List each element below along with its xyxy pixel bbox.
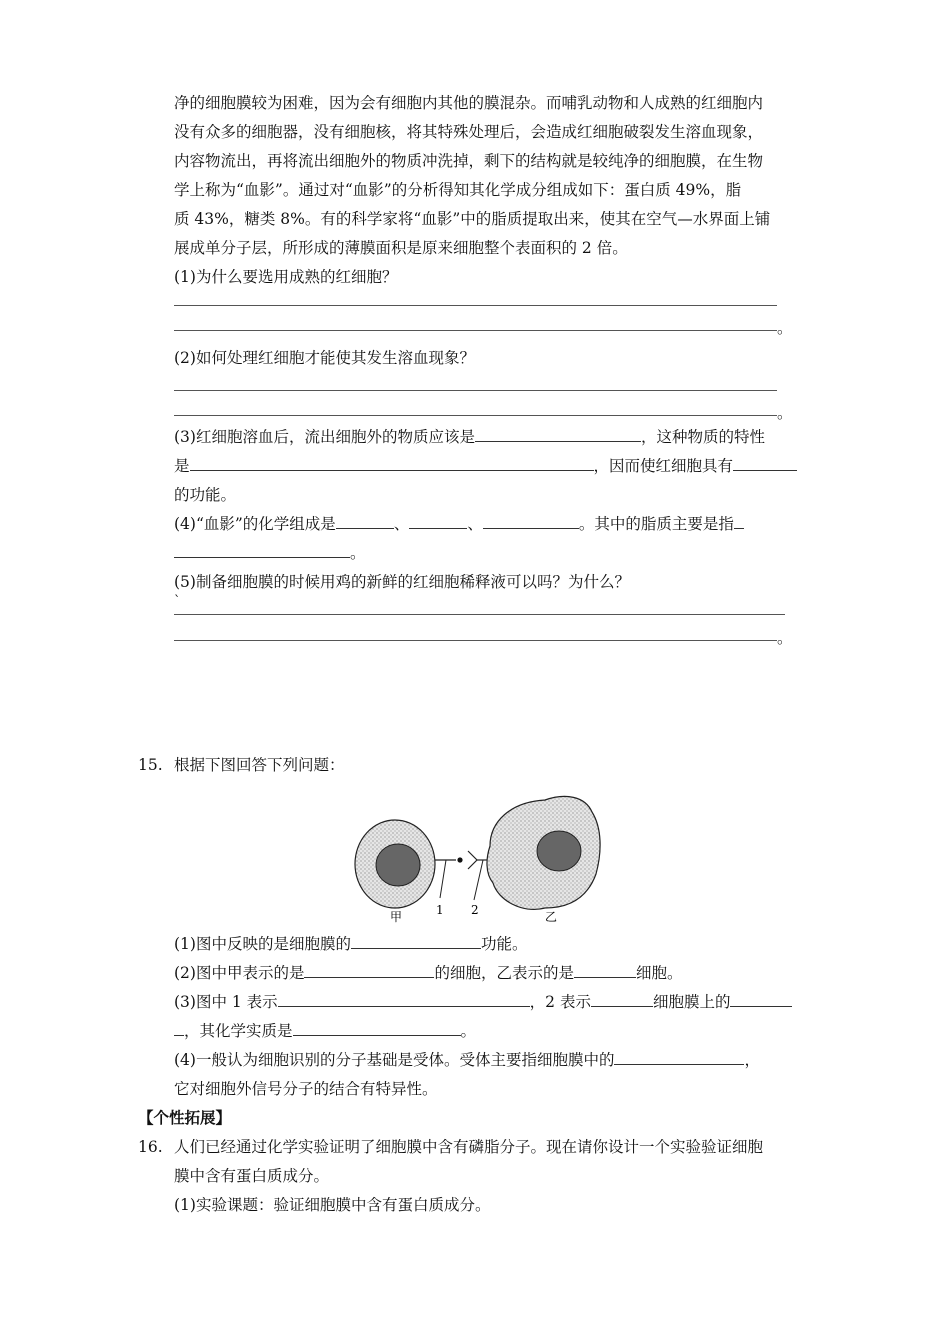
q14-part-1: (1)为什么要选用成熟的红细胞？ xyxy=(174,268,398,286)
answer-blank[interactable] xyxy=(174,1021,184,1036)
q14-part-3-text-d: ，因而使红细胞具有 xyxy=(593,457,734,475)
q14-part-3-line-2 xyxy=(174,456,797,476)
q14-part-3-line-3: 的功能。 xyxy=(174,486,237,504)
q16-line-1: 人们已经通过化学实验证明了细胞膜中含有磷脂分子。现在请你设计一个实验验证细胞 xyxy=(174,1138,764,1156)
q15-part-3-text-a: (3)图中 1 表示 xyxy=(174,993,278,1011)
q15-prompt: 根据下图回答下列问题： xyxy=(174,756,345,774)
receptor-symbol xyxy=(468,851,477,869)
passage-line-3: 内容物流出，再将流出细胞外的物质冲洗掉，剩下的结构就是较纯净的细胞膜，在生物 xyxy=(174,152,764,170)
q15-part-2-text-a: (2)图中甲表示的是 xyxy=(174,964,305,982)
q15-part-4-text-a: (4)一般认为细胞识别的分子基础是受体。受体主要指细胞膜中的 xyxy=(174,1051,615,1069)
answer-blank[interactable] xyxy=(304,963,434,978)
q14-part-4-text-b: 。其中的脂质主要是指 xyxy=(578,515,734,533)
separator: 、 xyxy=(467,515,483,533)
answer-blank[interactable] xyxy=(483,514,579,529)
answer-line xyxy=(174,390,777,391)
period: 。 xyxy=(777,404,793,422)
period: 。 xyxy=(777,319,793,337)
answer-blank[interactable] xyxy=(293,1021,461,1036)
label-jia: 甲 xyxy=(390,910,403,924)
q16-line-2: 膜中含有蛋白质成分。 xyxy=(174,1167,330,1185)
q15-part-3-text-c: 细胞膜上的 xyxy=(652,993,731,1011)
q14-part-4-line-2 xyxy=(174,543,366,563)
cell-jia xyxy=(355,820,435,908)
passage-line-6: 展成单分子层，所形成的薄膜面积是原来细胞整个表面积的 2 倍。 xyxy=(174,239,628,257)
answer-blank[interactable] xyxy=(733,456,797,471)
passage-line-1: 净的细胞膜较为困难，因为会有细胞内其他的膜混杂。而哺乳动物和人成熟的红细胞内 xyxy=(174,94,764,112)
q15-part-2-text-b: 的细胞，乙表示的是 xyxy=(434,964,574,982)
q15-part-4-line-2: 它对细胞外信号分子的结合有特异性。 xyxy=(174,1080,438,1098)
stray-tick: ` xyxy=(174,594,181,609)
q15-part-4-text-b: ， xyxy=(744,1051,760,1069)
answer-line xyxy=(174,330,777,331)
section-title: 【个性拓展】 xyxy=(138,1108,232,1127)
answer-blank[interactable] xyxy=(278,992,530,1007)
answer-line xyxy=(174,415,777,416)
passage-line-2: 没有众多的细胞器，没有细胞核，将其特殊处理后，会造成红细胞破裂发生溶血现象， xyxy=(174,123,764,141)
q15-part-3-text-d: ，其化学实质是 xyxy=(184,1022,293,1040)
q15-part-1-text-b: 功能。 xyxy=(480,935,528,953)
label-yi: 乙 xyxy=(545,910,558,924)
period: 。 xyxy=(350,544,366,562)
leader-line-2 xyxy=(474,860,483,900)
q16-number: 16. xyxy=(138,1138,163,1156)
answer-line xyxy=(174,305,777,306)
leader-line-1 xyxy=(440,860,446,898)
q15-part-1 xyxy=(174,934,527,954)
q14-part-2: (2)如何处理红细胞才能使其发生溶血现象？ xyxy=(174,349,475,367)
q15-part-1-text-a: (1)图中反映的是细胞膜的 xyxy=(174,935,351,953)
separator: 、 xyxy=(393,515,410,533)
answer-blank[interactable] xyxy=(591,992,653,1007)
answer-blank[interactable] xyxy=(351,934,481,949)
period: 。 xyxy=(777,629,793,647)
q15-part-3-line-2 xyxy=(174,1021,476,1041)
answer-blank[interactable] xyxy=(190,456,594,471)
answer-blank[interactable] xyxy=(574,963,636,978)
passage-line-5: 质 43%，糖类 8%。有的科学家将“血影”中的脂质提取出来，使其在空气—水界面上铺 xyxy=(174,210,771,228)
cell-signaling-figure xyxy=(340,788,610,928)
q15-part-2-text-c: 细胞。 xyxy=(635,964,683,982)
q14-part-5: (5)制备细胞膜的时候用鸡的新鲜的红细胞稀释液可以吗？为什么？ xyxy=(174,573,630,591)
answer-blank[interactable] xyxy=(336,514,394,529)
q14-part-3-text-a: (3)红细胞溶血后，流出细胞外的物质应该是 xyxy=(174,428,475,446)
q15-number: 15. xyxy=(138,756,163,774)
q14-part-4-text-a: (4)“血影”的化学组成是 xyxy=(174,515,336,533)
q15-part-4-line-1 xyxy=(174,1050,760,1070)
q15-part-3-text-b: ，2 表示 xyxy=(529,993,591,1011)
q15-part-3-line-1 xyxy=(174,992,792,1012)
answer-line xyxy=(174,614,785,615)
cell-yi xyxy=(487,796,600,909)
answer-blank[interactable] xyxy=(734,514,744,529)
answer-line xyxy=(174,640,777,641)
q15-part-3-text-e: 。 xyxy=(460,1022,477,1040)
label-1: 1 xyxy=(436,903,444,917)
q14-part-3-text-b: ，这种物质的特性 xyxy=(640,428,765,446)
answer-blank[interactable] xyxy=(730,992,792,1007)
q14-part-3-line-1 xyxy=(174,427,765,447)
label-2: 2 xyxy=(471,903,479,917)
q14-part-3-text-c: 是 xyxy=(174,457,190,475)
q15-part-2 xyxy=(174,963,683,983)
answer-blank[interactable] xyxy=(409,514,467,529)
answer-blank[interactable] xyxy=(614,1050,744,1065)
passage-line-4: 学上称为“血影”。通过对“血影”的分析得知其化学成分组成如下：蛋白质 49%，脂 xyxy=(174,181,742,199)
answer-blank[interactable] xyxy=(475,427,641,442)
q16-part-1: (1)实验课题：验证细胞膜中含有蛋白质成分。 xyxy=(174,1196,491,1214)
signal-molecule xyxy=(457,857,462,862)
q14-part-4-line-1 xyxy=(174,514,744,534)
answer-blank[interactable] xyxy=(174,543,350,558)
